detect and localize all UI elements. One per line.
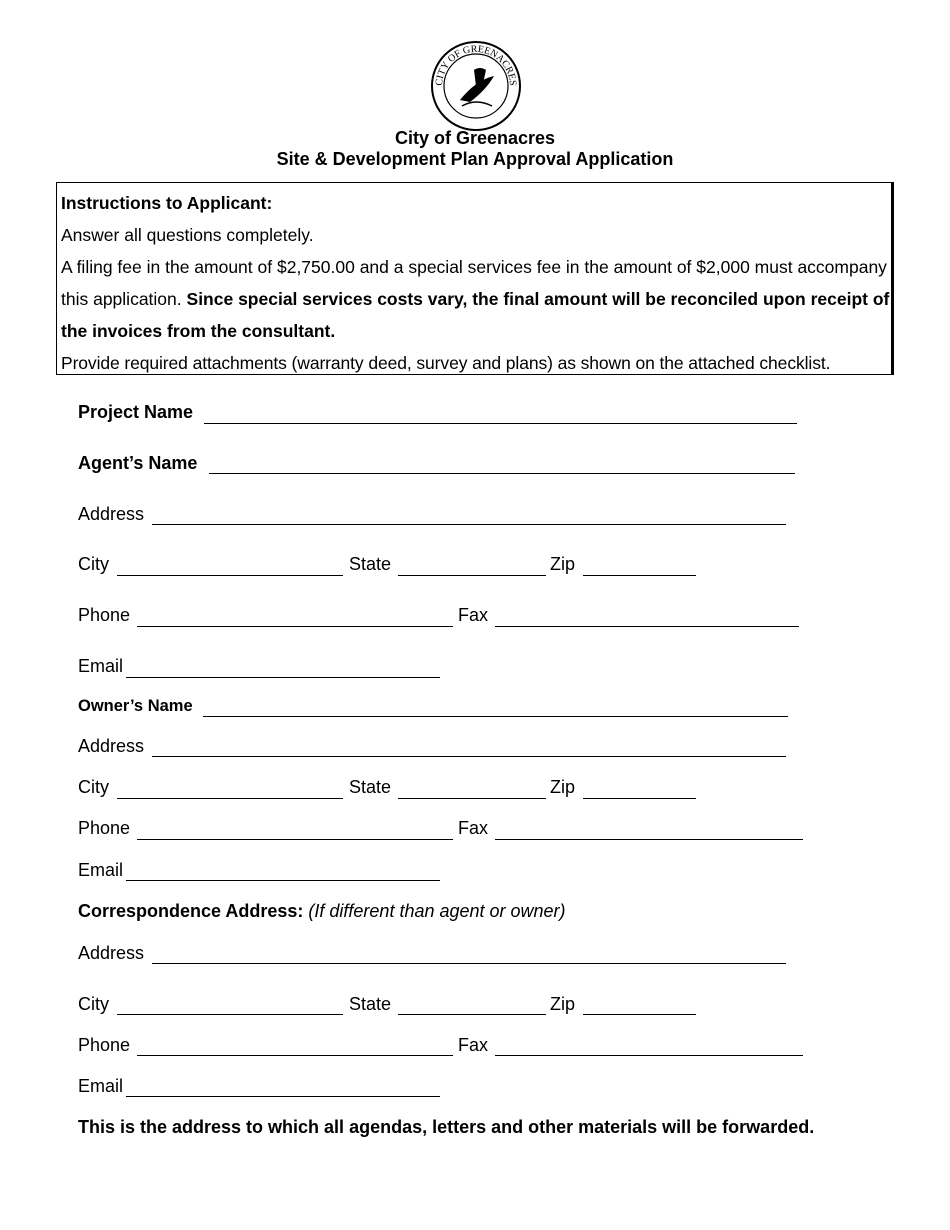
corr-phone-field[interactable] bbox=[137, 1036, 453, 1056]
agent-address-field[interactable] bbox=[152, 505, 786, 525]
corr-zip-field[interactable] bbox=[583, 995, 696, 1015]
instructions-attachments: Provide required attachments (warranty deed, survey and plans) as shown on the attached checklist. bbox=[61, 353, 831, 373]
footer-note: This is the address to which all agendas, letters and other materials will be forwarded. bbox=[78, 1117, 815, 1137]
svg-text:CITY OF GREENACRES: CITY OF GREENACRES bbox=[433, 43, 519, 87]
correspondence-label: Correspondence Address: bbox=[78, 901, 304, 921]
agent-fax-field[interactable] bbox=[495, 607, 799, 627]
owner-state-label: State bbox=[349, 777, 392, 797]
owner-phone-label: Phone bbox=[78, 818, 131, 838]
owner-address-label: Address bbox=[78, 736, 145, 756]
corr-city-label: City bbox=[78, 994, 109, 1014]
agent-zip-field[interactable] bbox=[583, 556, 696, 576]
city-seal-logo bbox=[430, 40, 522, 132]
agent-state-label: State bbox=[349, 554, 392, 574]
corr-email-label: Email bbox=[78, 1076, 124, 1096]
project-name-field[interactable] bbox=[204, 404, 797, 424]
instructions-fee: A filing fee in the amount of $2,750.00 and a special services fee in the amount of $2,000 must accompany this application. Since special services costs vary, the final amount will be reconciled upon receipt of the invoices from the consultant. bbox=[61, 257, 890, 341]
agent-city-label: City bbox=[78, 554, 109, 574]
corr-state-label: State bbox=[349, 994, 392, 1014]
agent-name-label: Agent’s Name bbox=[78, 453, 198, 473]
agent-email-field[interactable] bbox=[126, 658, 440, 678]
corr-city-field[interactable] bbox=[117, 995, 343, 1015]
corr-phone-label: Phone bbox=[78, 1035, 131, 1055]
corr-fax-field[interactable] bbox=[495, 1036, 803, 1056]
owner-fax-label: Fax bbox=[458, 818, 489, 838]
agent-zip-label: Zip bbox=[550, 554, 576, 574]
agent-phone-label: Phone bbox=[78, 605, 131, 625]
corr-address-label: Address bbox=[78, 943, 145, 963]
owner-zip-field[interactable] bbox=[583, 779, 696, 799]
owner-name-label: Owner’s Name bbox=[78, 697, 193, 715]
owner-city-label: City bbox=[78, 777, 109, 797]
agent-state-field[interactable] bbox=[398, 556, 546, 576]
agent-address-label: Address bbox=[78, 504, 145, 524]
owner-email-label: Email bbox=[78, 860, 124, 880]
agent-email-label: Email bbox=[78, 656, 124, 676]
project-name-label: Project Name bbox=[78, 402, 194, 422]
owner-state-field[interactable] bbox=[398, 779, 546, 799]
owner-address-field[interactable] bbox=[152, 737, 786, 757]
agent-name-field[interactable] bbox=[209, 454, 795, 474]
owner-zip-label: Zip bbox=[550, 777, 576, 797]
form-title: Site & Development Plan Approval Application bbox=[276, 149, 674, 169]
corr-email-field[interactable] bbox=[126, 1077, 440, 1097]
owner-city-field[interactable] bbox=[117, 779, 343, 799]
agent-fax-label: Fax bbox=[458, 605, 489, 625]
owner-phone-field[interactable] bbox=[137, 820, 453, 840]
owner-email-field[interactable] bbox=[126, 861, 440, 881]
agent-phone-field[interactable] bbox=[137, 607, 453, 627]
instructions-line1: Answer all questions completely. bbox=[61, 225, 314, 245]
instructions-heading: Instructions to Applicant: bbox=[61, 193, 273, 213]
corr-state-field[interactable] bbox=[398, 995, 546, 1015]
owner-fax-field[interactable] bbox=[495, 820, 803, 840]
corr-fax-label: Fax bbox=[458, 1035, 489, 1055]
city-name: City of Greenacres bbox=[394, 128, 556, 148]
correspondence-note: (If different than agent or owner) bbox=[308, 901, 566, 921]
corr-address-field[interactable] bbox=[152, 944, 786, 964]
instructions-box bbox=[56, 182, 894, 375]
owner-name-field[interactable] bbox=[203, 697, 788, 717]
agent-city-field[interactable] bbox=[117, 556, 343, 576]
corr-zip-label: Zip bbox=[550, 994, 576, 1014]
